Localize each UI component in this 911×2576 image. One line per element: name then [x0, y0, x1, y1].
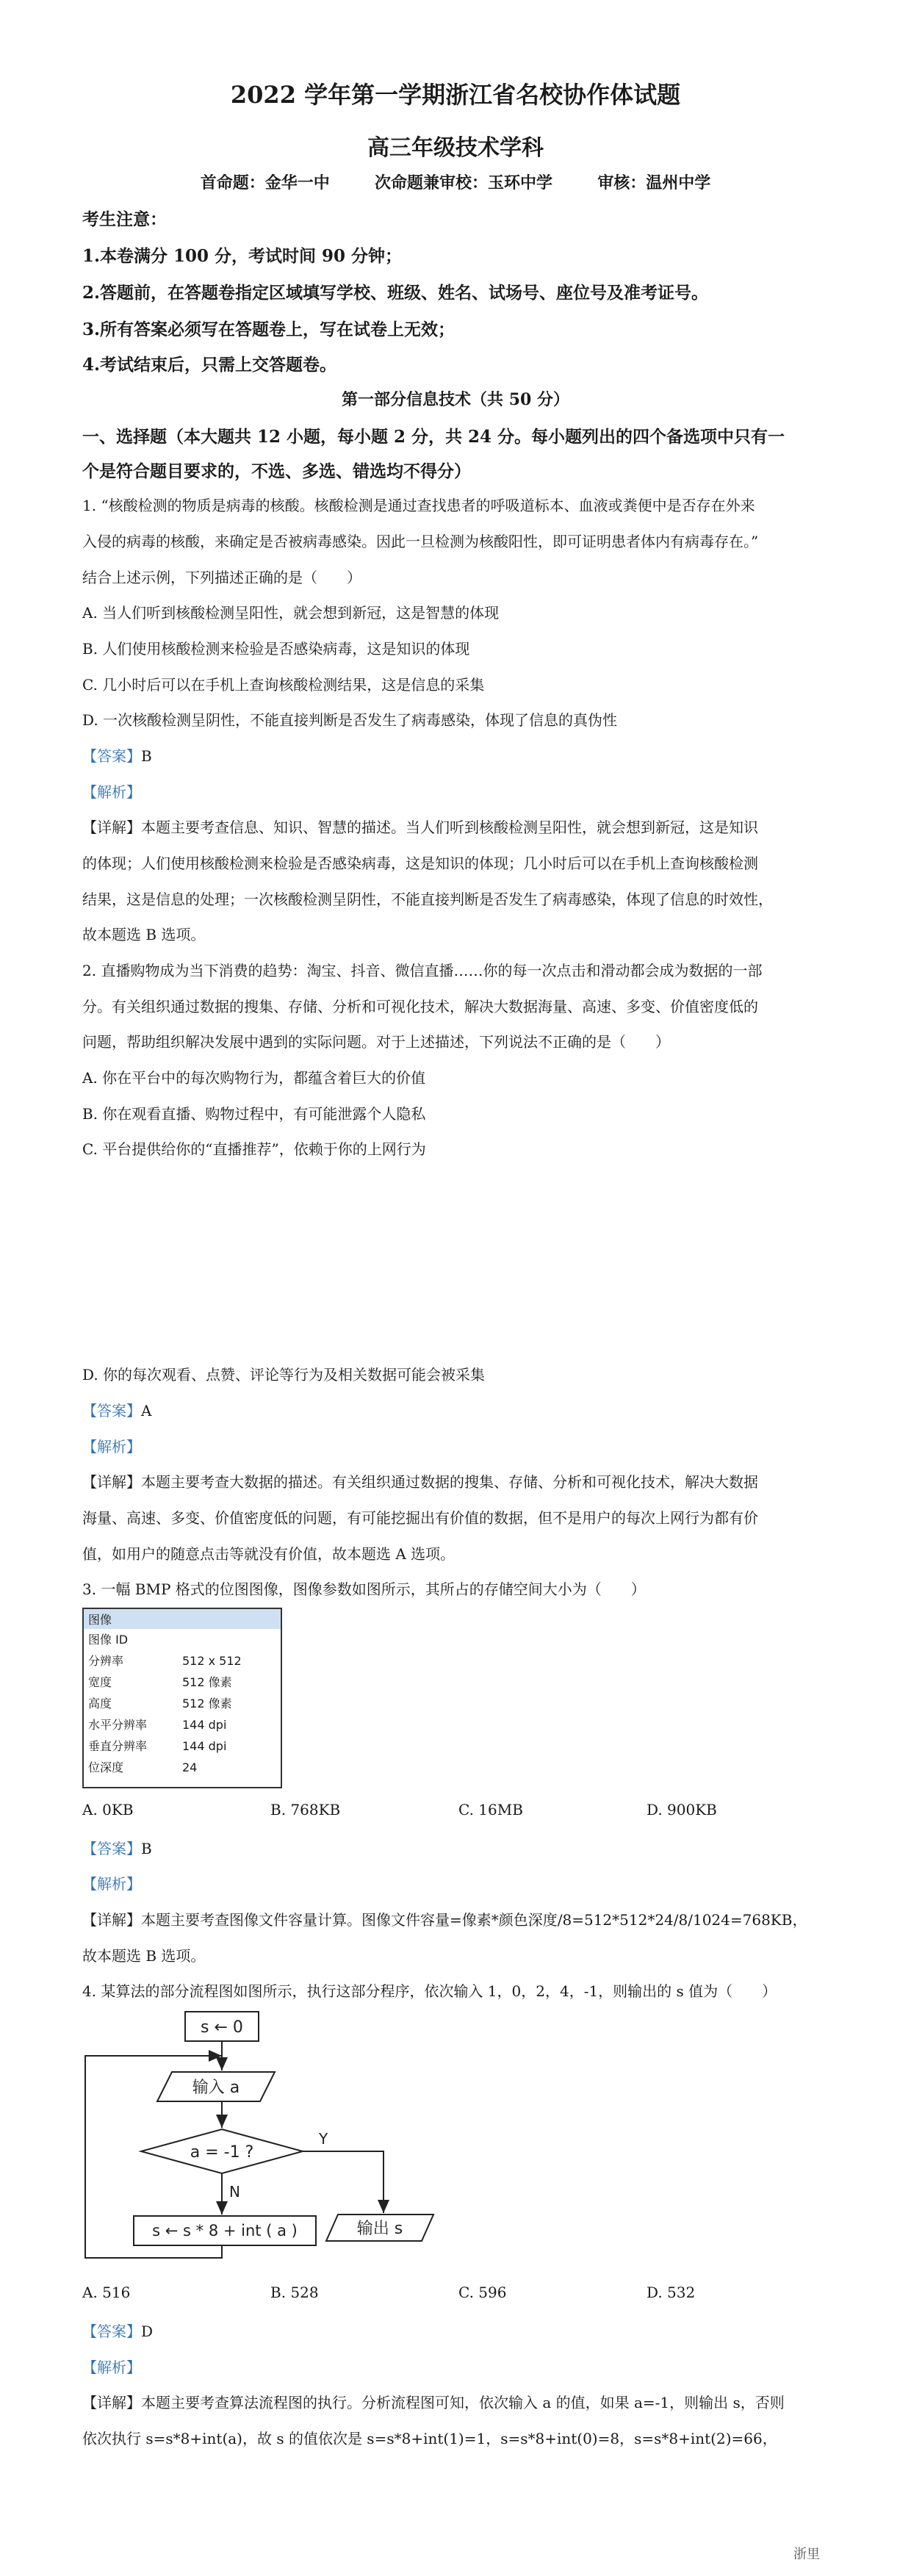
- q1-option-b: B. 人们使用核酸检测来检验是否感染病毒，这是知识的体现: [82, 640, 470, 658]
- credit-2: 次命题兼审校：玉环中学: [374, 173, 552, 193]
- q1-answer: [82, 744, 152, 766]
- q1-stem: 结合上述示例，下列描述正确的是（ ）: [82, 569, 361, 586]
- section-instructions: 一、选择题（本大题共 12 小题，每小题 2 分，共 24 分。每小题列出的四个备选项中只有一: [82, 427, 785, 447]
- section-instructions: 个是符合题目要求的，不选、多选、错选均不得分）: [82, 461, 471, 481]
- q1-option-a: A. 当人们听到核酸检测呈阳性，就会想到新冠，这是智慧的体现: [82, 604, 500, 622]
- flow-no-label: N: [229, 2183, 240, 2201]
- notice-item: 3.所有答案必须写在答题卷上，写在试卷上无效；: [82, 320, 455, 339]
- q4-option-b: B. 528: [270, 2284, 319, 2301]
- notice-item: 1.本卷满分 100 分，考试时间 90 分钟；: [82, 246, 403, 266]
- answer-value: D: [141, 2323, 154, 2340]
- q3-options: [82, 1801, 835, 1818]
- answer-value: A: [141, 1402, 152, 1420]
- answer-label: 【答案】: [82, 2323, 141, 2340]
- bmp-value: 144 dpi: [182, 1718, 227, 1732]
- q3-detail: 故本题选 B 选项。: [82, 1947, 206, 1965]
- credit-1: 首命题：金华一中: [200, 173, 330, 193]
- q2-detail: [82, 1470, 758, 1492]
- q2-option-c: C. 平台提供给你的“直播推荐”，依赖于你的上网行为: [82, 1140, 426, 1158]
- detail-text: 本题主要考查图像文件容量计算。图像文件容量=像素*颜色深度/8=512*512*24/8/1024=768KB，: [141, 1911, 807, 1929]
- bmp-row: [84, 1714, 281, 1735]
- bmp-key: 分辨率: [88, 1654, 124, 1668]
- q2-option-d: D. 你的每次观看、点赞、评论等行为及相关数据可能会被采集: [82, 1366, 486, 1384]
- bmp-value: 144 dpi: [182, 1739, 227, 1753]
- flow-yes-label: Y: [319, 2130, 328, 2148]
- q3-detail: [82, 1908, 807, 1929]
- flow-decision-text: a = -1 ?: [190, 2143, 254, 2162]
- q3-analysis-label: 【解析】: [82, 1875, 141, 1893]
- q1-detail: 结果，这是信息的处理；一次核酸检测呈阴性，不能直接判断是否发生了病毒感染，体现了信息的时效性，: [82, 891, 773, 908]
- notice-item: 2.答题前，在答题卷指定区域填写学校、班级、姓名、试场号、座位号及准考证号。: [82, 283, 709, 303]
- q4-option-d: D. 532: [647, 2284, 696, 2301]
- q3-option-b: B. 768KB: [270, 1801, 341, 1818]
- bmp-properties-image: [82, 1608, 282, 1788]
- bmp-key: 宽度: [88, 1675, 112, 1689]
- q2-detail: 值，如用户的随意点击等就没有价值，故本题选 A 选项。: [82, 1545, 455, 1563]
- q2-stem: 问题，帮助组织解决发展中遇到的实际问题。对于上述描述，下列说法不正确的是（ ）: [82, 1033, 670, 1051]
- detail-label: 【详解】: [82, 819, 141, 836]
- exam-title: 2022 学年第一学期浙江省名校协作体试题: [230, 81, 681, 109]
- section-title: 第一部分信息技术（共 50 分）: [342, 390, 569, 409]
- q2-stem: 分。有关组织通过数据的搜集、存储、分析和可视化技术，解决大数据海量、高速、多变、价值密度低的: [82, 998, 758, 1015]
- q4-detail: 依次执行 s=s*8+int(a)，故 s 的值依次是 s=s*8+int(1)=1，s=s*8+int(0)=8，s=s*8+int(2)=66，: [82, 2430, 777, 2447]
- bmp-row: [84, 1757, 281, 1778]
- bmp-key: 图像 ID: [88, 1633, 129, 1647]
- detail-text: 本题主要考查算法流程图的执行。分析流程图可知，依次输入 a 的值，如果 a=-1，则输出 s，否则: [141, 2394, 785, 2411]
- flow-yes-branch: [303, 2151, 384, 2213]
- q2-option-a: A. 你在平台中的每次购物行为，都蕴含着巨大的价值: [82, 1069, 426, 1087]
- q2-option-b: B. 你在观看直播、购物过程中，有可能泄露个人隐私: [82, 1105, 426, 1123]
- footer-mark: 浙里: [793, 2547, 820, 2562]
- bmp-value: 24: [182, 1760, 198, 1774]
- bmp-key: 位深度: [88, 1760, 124, 1774]
- q1-option-d: D. 一次核酸检测呈阴性，不能直接判断是否发生了病毒感染，体现了信息的真伪性: [82, 711, 618, 729]
- q1-stem: 入侵的病毒的核酸，来确定是否被病毒感染。因此一旦检测为核酸阳性，即可证明患者体内有病毒存在。”: [82, 533, 759, 550]
- answer-value: B: [141, 747, 152, 765]
- bmp-row: [84, 1672, 281, 1693]
- bmp-value: 512 像素: [182, 1675, 232, 1689]
- q1-detail: [82, 816, 758, 837]
- bmp-value: 512 像素: [182, 1697, 232, 1710]
- exam-subtitle: 高三年级技术学科: [367, 135, 544, 161]
- bmp-key: 水平分辨率: [88, 1718, 148, 1732]
- q2-stem: 2. 直播购物成为当下消费的趋势：淘宝、抖音、微信直播……你的每一次点击和滑动都会成为数据的一部: [82, 962, 763, 979]
- q2-analysis-label: 【解析】: [82, 1438, 141, 1456]
- q1-option-c: C. 几小时后可以在手机上查询核酸检测结果，这是信息的采集: [82, 676, 485, 694]
- bmp-value: 512 x 512: [182, 1654, 242, 1668]
- credits-line: [0, 170, 911, 193]
- q3-option-d: D. 900KB: [647, 1801, 717, 1818]
- detail-text: 本题主要考查大数据的描述。有关组织通过数据的搜集、存储、分析和可视化技术，解决大数据: [141, 1473, 758, 1491]
- q4-detail: [82, 2391, 785, 2412]
- notice-item: 4.考试结束后，只需上交答题卷。: [82, 355, 337, 375]
- bmp-row: [84, 1650, 281, 1672]
- notice-heading: 考生注意：: [82, 209, 167, 229]
- flow-input-text: 输入 a: [192, 2079, 240, 2097]
- q4-stem: 4. 某算法的部分流程图如图所示，执行这部分程序，依次输入 1，0，2，4，-1，则输出的 s 值为（ ）: [82, 1982, 777, 2000]
- q1-analysis-label: 【解析】: [82, 783, 141, 801]
- bmp-key: 高度: [88, 1697, 112, 1710]
- q4-options: [82, 2284, 835, 2301]
- bmp-row: [84, 1693, 281, 1714]
- q1-detail: 故本题选 B 选项。: [82, 926, 206, 943]
- flow-output-text: 输出 s: [356, 2220, 403, 2238]
- detail-label: 【详解】: [82, 1911, 141, 1929]
- q2-detail: 海量、高速、多变、价值密度低的问题，有可能挖掘出有价值的数据，但不是用户的每次上网行为都有价: [82, 1509, 758, 1527]
- bmp-key: 垂直分辨率: [88, 1739, 148, 1753]
- bmp-row: [84, 1629, 281, 1650]
- q3-answer: [82, 1837, 152, 1858]
- q4-option-c: C. 596: [458, 2284, 507, 2301]
- answer-value: B: [141, 1840, 152, 1857]
- q4-analysis-label: 【解析】: [82, 2359, 141, 2376]
- q1-detail: 的体现；人们使用核酸检测来检验是否感染病毒，这是知识的体现；几小时后可以在手机上查询核酸检测: [82, 855, 758, 872]
- credit-3: 审核：温州中学: [597, 173, 711, 193]
- q3-stem: 3. 一幅 BMP 格式的位图图像，图像参数如图所示，其所占的存储空间大小为（ ）: [82, 1580, 646, 1598]
- bmp-properties-header: 图像: [84, 1609, 281, 1629]
- q2-answer: [82, 1399, 151, 1420]
- answer-label: 【答案】: [82, 1840, 141, 1857]
- detail-label: 【详解】: [82, 2394, 141, 2411]
- q3-option-c: C. 16MB: [458, 1801, 523, 1818]
- flowchart: [82, 2004, 442, 2269]
- flow-init-text: s ← 0: [201, 2018, 243, 2037]
- q1-stem: 1. “核酸检测的物质是病毒的核酸。核酸检测是通过查找患者的呼吸道标本、血液或粪便中是否存在外来: [82, 497, 755, 514]
- answer-label: 【答案】: [82, 1402, 141, 1420]
- detail-label: 【详解】: [82, 1473, 141, 1491]
- q4-answer: [82, 2320, 153, 2341]
- bmp-row: [84, 1735, 281, 1757]
- answer-label: 【答案】: [82, 747, 141, 765]
- detail-text: 本题主要考查信息、知识、智慧的描述。当人们听到核酸检测呈阳性，就会想到新冠，这是知识: [141, 819, 758, 836]
- q4-option-a: A. 516: [82, 2284, 131, 2301]
- flow-update-text: s ← s * 8 + int ( a ): [152, 2222, 298, 2239]
- q3-option-a: A. 0KB: [82, 1801, 134, 1818]
